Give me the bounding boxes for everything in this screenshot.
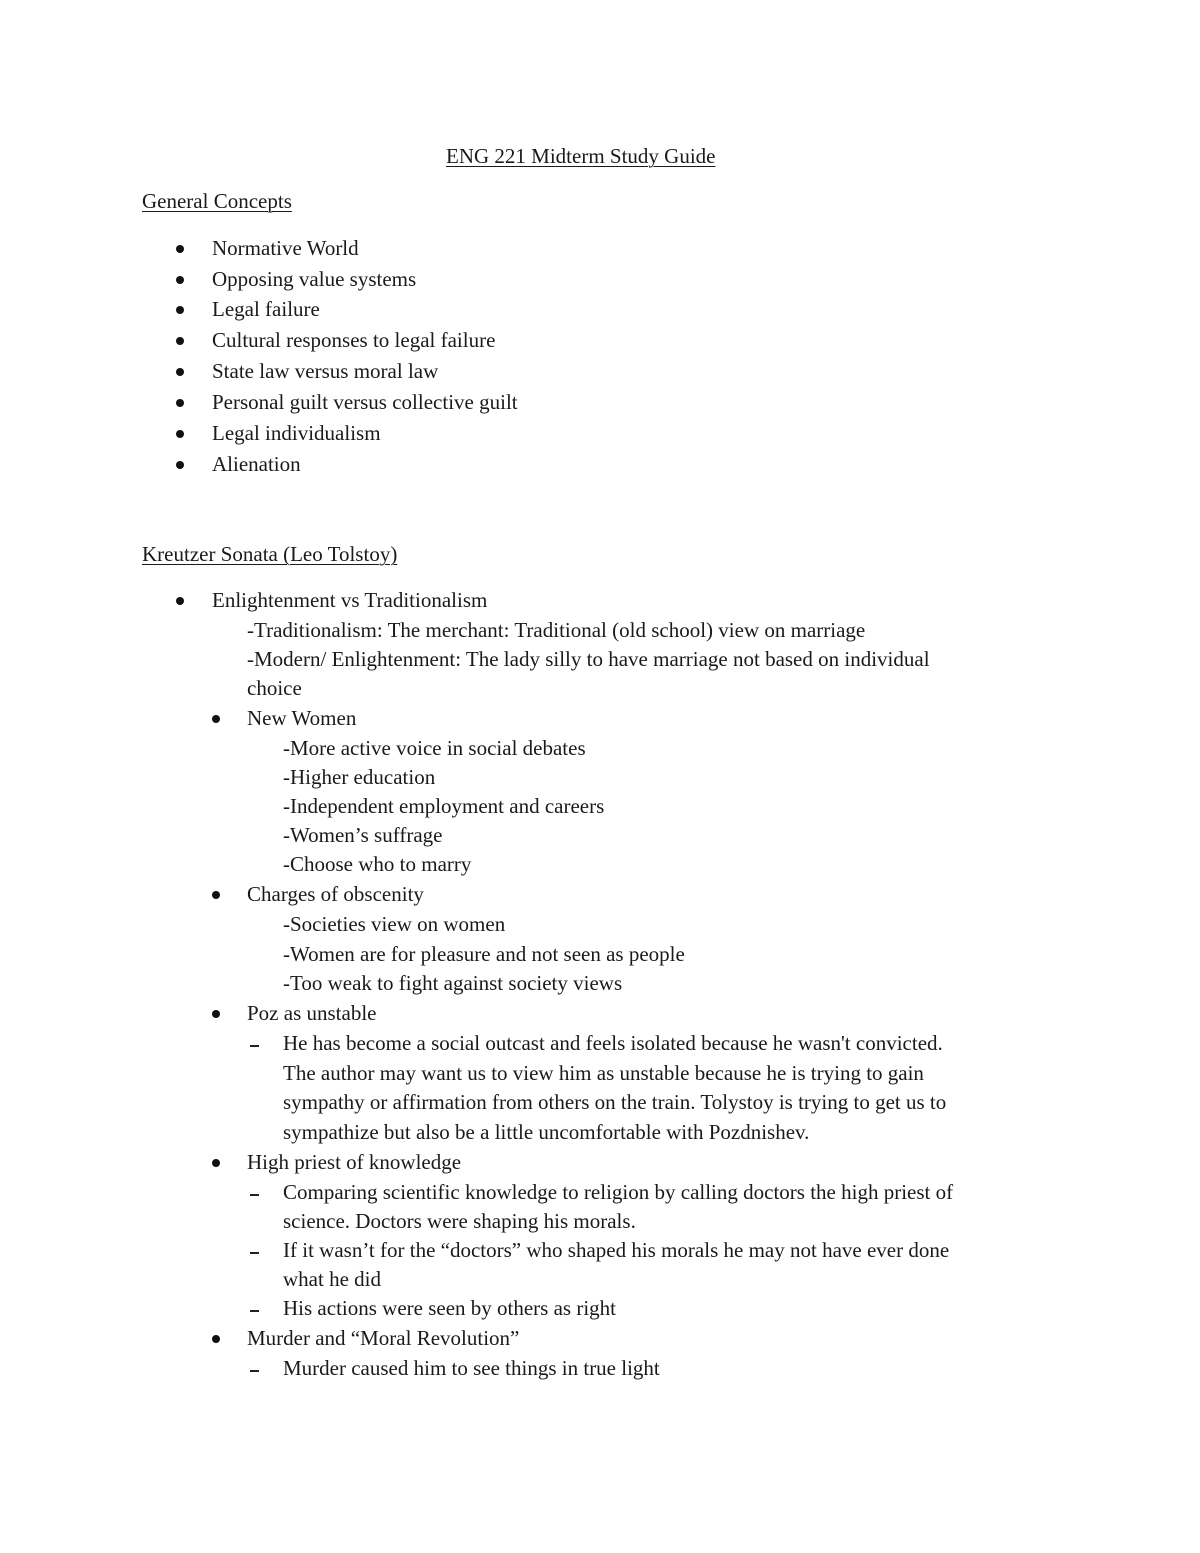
note-line: -Traditionalism: The merchant: Traditional (old school) view on marriage	[247, 618, 866, 642]
bullet-icon	[176, 306, 184, 314]
list-item-text: Legal failure	[212, 297, 320, 321]
note-line: choice	[247, 676, 302, 700]
bullet-icon	[212, 1335, 220, 1343]
list-item-text: Murder and “Moral Revolution”	[247, 1326, 520, 1350]
bullet-icon	[176, 597, 184, 605]
note-line: -Independent employment and careers	[283, 794, 605, 818]
note-line: -Women are for pleasure and not seen as people	[283, 942, 685, 966]
bullet-icon	[176, 245, 184, 253]
list-item-text: High priest of knowledge	[247, 1150, 462, 1174]
section-heading-general-concepts: General Concepts	[142, 189, 292, 213]
bullet-icon	[212, 891, 220, 899]
page-title: ENG 221 Midterm Study Guide	[446, 144, 716, 168]
note-line: -Higher education	[283, 765, 436, 789]
section-heading-kreutzer-sonata: Kreutzer Sonata (Leo Tolstoy)	[142, 542, 398, 566]
bullet-icon	[176, 399, 184, 407]
note-line: what he did	[283, 1267, 381, 1291]
bullet-icon	[212, 1010, 220, 1018]
list-item-text: State law versus moral law	[212, 359, 439, 383]
note-line: sympathize but also be a little uncomfortable with Pozdnishev.	[283, 1120, 810, 1144]
list-item-text: Personal guilt versus collective guilt	[212, 390, 518, 414]
note-line: -Too weak to fight against society views	[283, 971, 623, 995]
note-line: The author may want us to view him as unstable because he is trying to gain	[283, 1061, 924, 1085]
note-line: -Women’s suffrage	[283, 823, 443, 847]
dash-icon	[250, 1310, 259, 1312]
note-line: -Choose who to marry	[283, 852, 472, 876]
note-line: Comparing scientific knowledge to religion by calling doctors the high priest of	[283, 1180, 954, 1204]
dash-icon	[250, 1252, 259, 1254]
note-line: -Societies view on women	[283, 912, 506, 936]
bullet-icon	[176, 430, 184, 438]
dash-icon	[250, 1045, 259, 1047]
note-line: science. Doctors were shaping his morals.	[283, 1209, 636, 1233]
bullet-icon	[176, 276, 184, 284]
list-item-text: Charges of obscenity	[247, 882, 424, 906]
bullet-icon	[176, 368, 184, 376]
list-item-text: Alienation	[212, 452, 301, 476]
list-item-text: Legal individualism	[212, 421, 381, 445]
list-item-text: Normative World	[212, 236, 359, 260]
note-line: He has become a social outcast and feels isolated because he wasn't convicted.	[283, 1031, 943, 1055]
bullet-icon	[176, 461, 184, 469]
bullet-icon	[212, 1159, 220, 1167]
list-item-text: Poz as unstable	[247, 1001, 377, 1025]
list-item-text: New Women	[247, 706, 357, 730]
dash-icon	[250, 1370, 259, 1372]
note-line: Murder caused him to see things in true light	[283, 1356, 660, 1380]
list-item-text: Opposing value systems	[212, 267, 417, 291]
list-item-text: Enlightenment vs Traditionalism	[212, 588, 488, 612]
bullet-icon	[212, 715, 220, 723]
note-line: If it wasn’t for the “doctors” who shaped his morals he may not have ever done	[283, 1238, 950, 1262]
note-line: -More active voice in social debates	[283, 736, 586, 760]
bullet-icon	[176, 337, 184, 345]
note-line: sympathy or affirmation from others on the train. Tolystoy is trying to get us to	[283, 1090, 947, 1114]
note-line: His actions were seen by others as right	[283, 1296, 616, 1320]
list-item-text: Cultural responses to legal failure	[212, 328, 496, 352]
note-line: -Modern/ Enlightenment: The lady silly to have marriage not based on individual	[247, 647, 930, 671]
dash-icon	[250, 1194, 259, 1196]
